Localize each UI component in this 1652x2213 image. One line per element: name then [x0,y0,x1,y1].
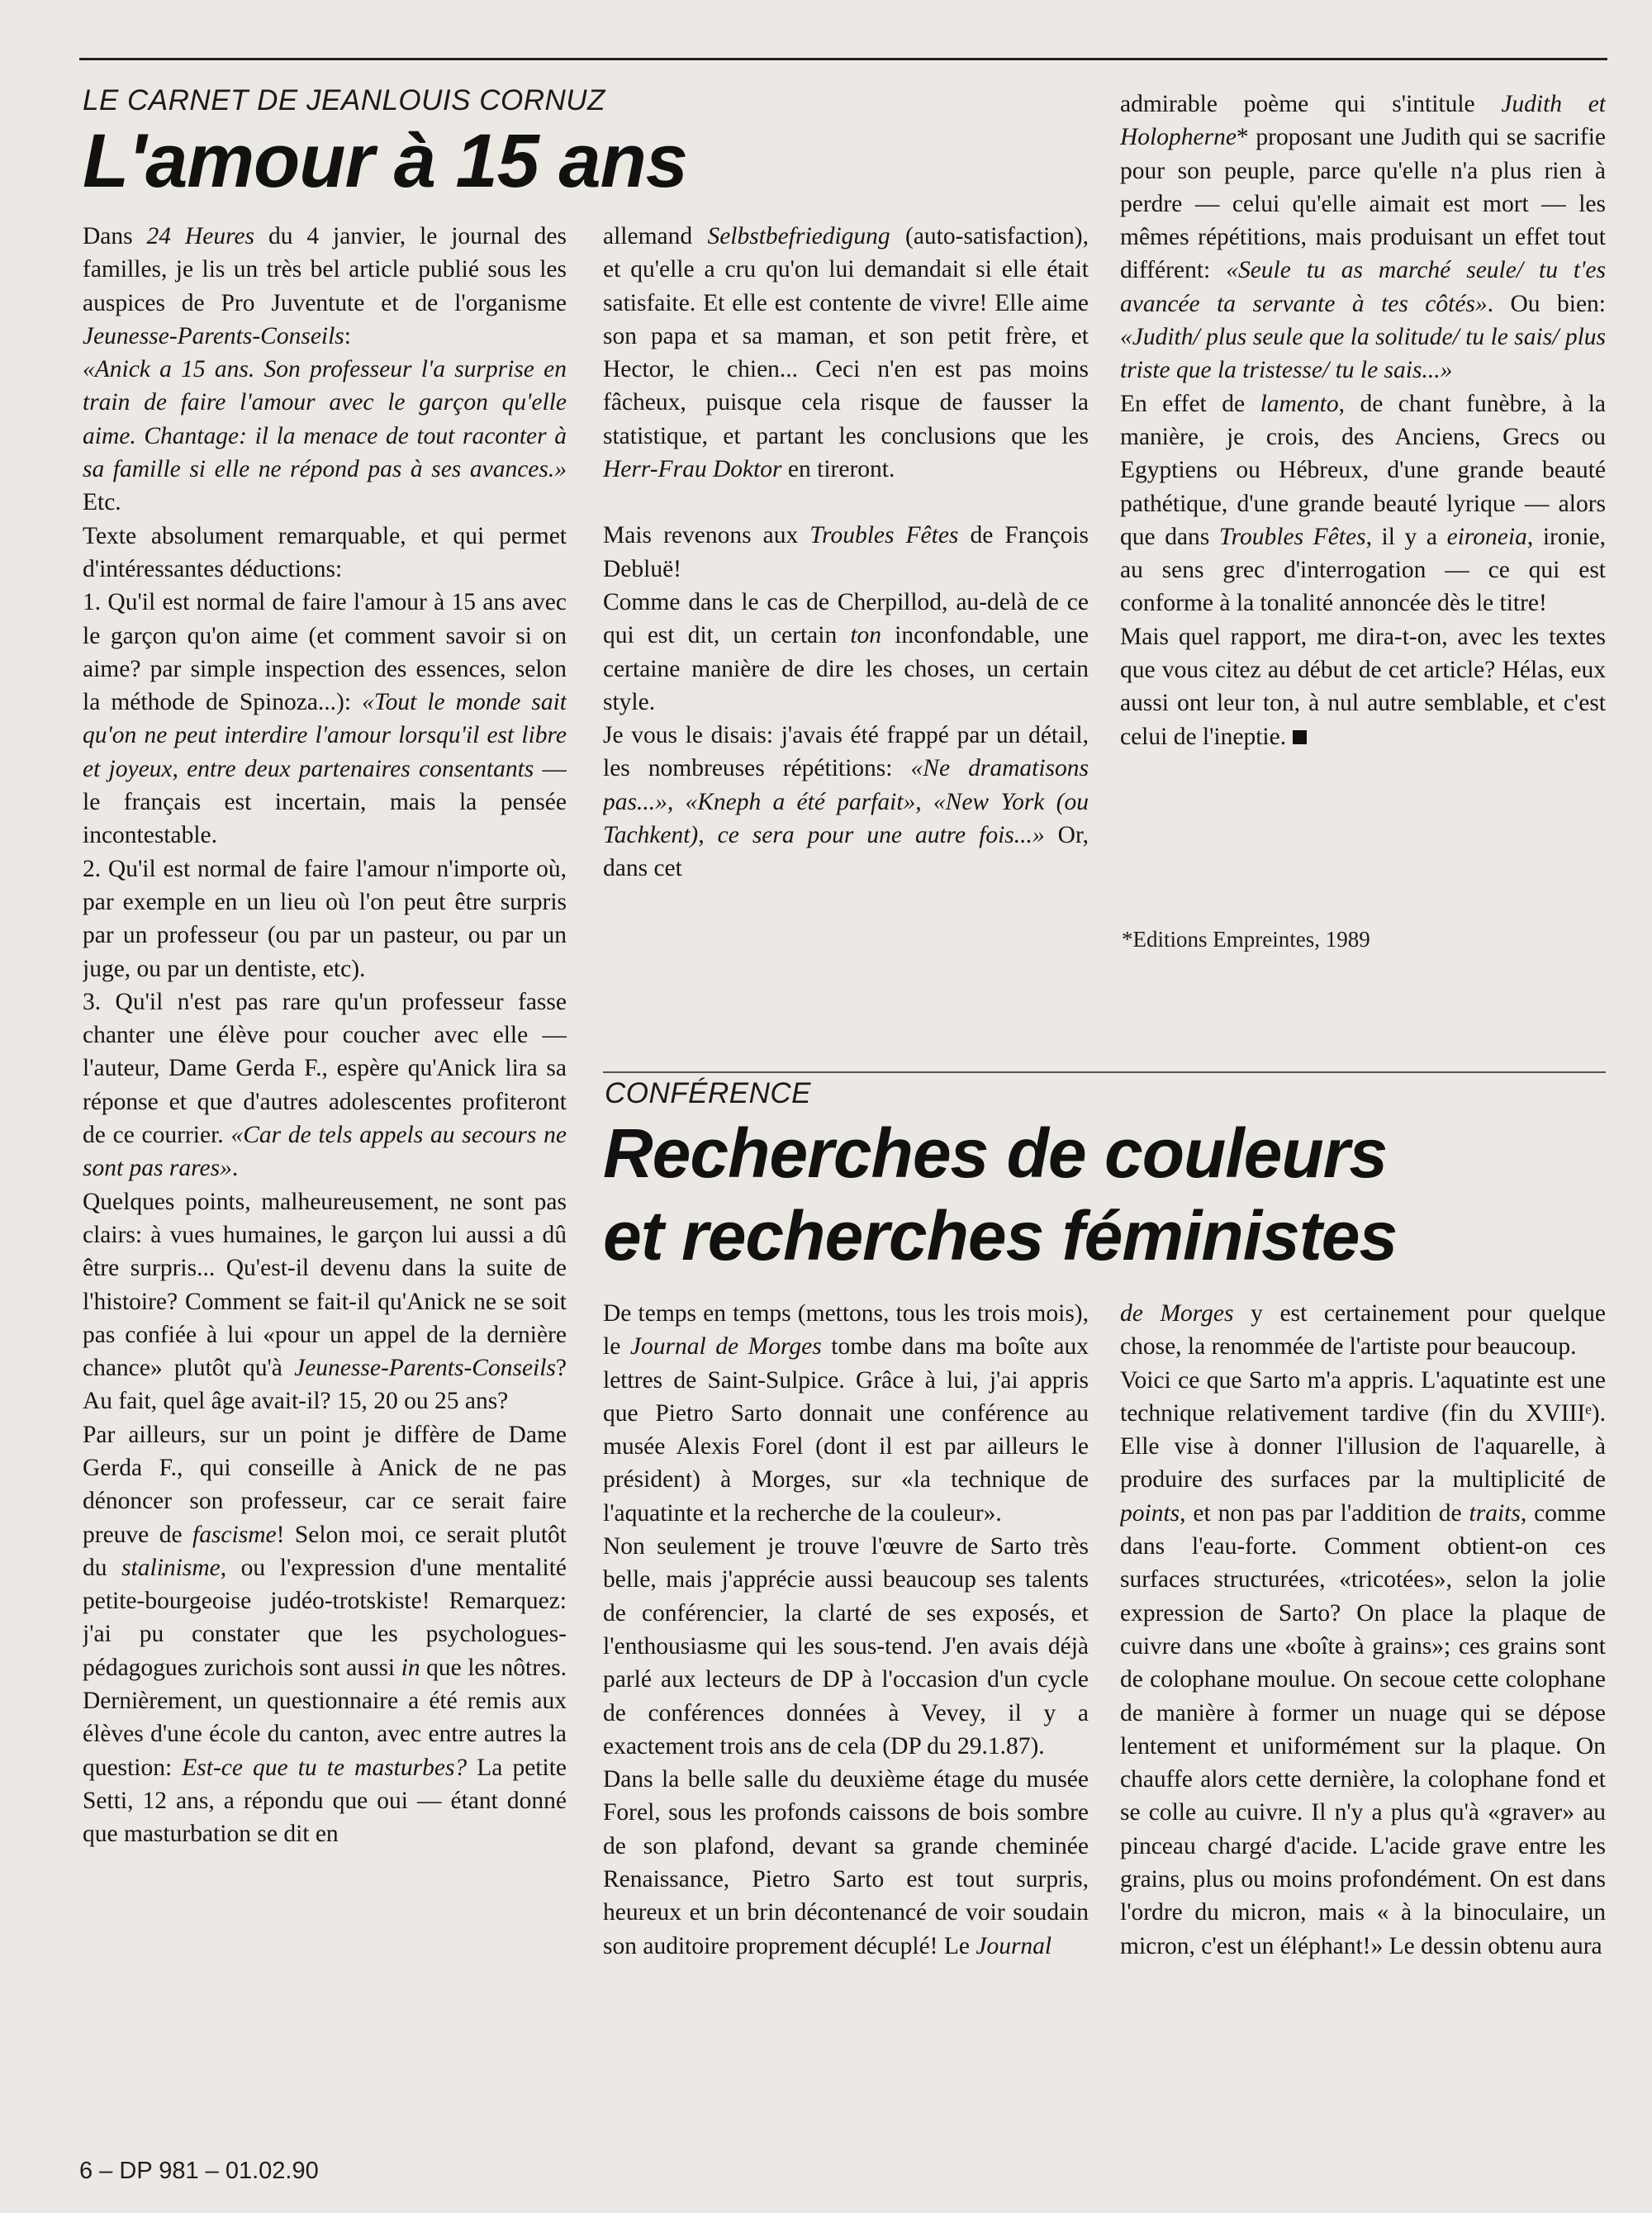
text-run: Non seulement je trouve l'œuvre de Sarto très belle, mais j'apprécie aussi beaucoup ses talents de conférencier, la clarté de ses exposés, et l'enthousiasme qui les sous-tend. J'en avais déjà parlé aux lecteurs de DP à l'occasion d'un cycle de conférences données à Vevey, il y a exactement trois ans de cela (DP du 29.1.87). [603,1533,1089,1759]
text-run: en tireront. [781,456,895,483]
article2-column-1 [603,1297,1089,2139]
article2-kicker: CONFÉRENCE [605,1077,812,1109]
text-run: , ou l'expression d'une mentalité petite-bourgeoise judéo-trotskiste! Remarquez: j'ai pu constater que les psychologues-pédagogues zurichois sont aussi [83,1554,567,1681]
italic-run: stalinisme [121,1554,221,1581]
italic-run: Est-ce que tu te masturbes? [182,1754,468,1781]
paragraph [83,852,567,985]
paragraph [1120,387,1606,620]
italic-run: «Tout le monde sait qu'on ne peut interdire l'amour lorsqu'il est libre et joyeux, entre deux partenaires consentants [83,689,567,782]
text-run: (auto-satisfaction), et qu'elle a cru qu'on lui demandait si elle était satisfaite. Et elle est contente de vivre! Elle aime son papa et sa maman, et son petit frère, et Hector, le chien... Ceci n'en est pas moins fâcheux, puisque cela risque de fausser la statistique, et partant les conclusions que les [603,223,1089,449]
text-run: du 4 janvier, le journal des familles, je lis un très bel article publié sous les auspices de Pro Juventute et de l'organisme [83,223,567,316]
paragraph [603,586,1089,719]
italic-run: traits [1469,1499,1521,1527]
text-run: Je vous le disais: j'avais été frappé par un détail, les nombreuses répétitions: [603,722,1089,782]
italic-run: «Seule tu as marché seule/ tu t'es avancée ta servante à tes côtés» [1120,257,1606,317]
section-divider [603,1071,1606,1073]
text-run: admirable poème qui s'intitule [1120,91,1502,117]
text-run: , comme dans l'eau-forte. Comment obtient-on ces surfaces structurées, «tricotées», selon la jolie expression de Sarto? On place la plaque de cuivre dans une «boîte à grains»; ces grains sont de colophane moulue. On secoue cette colophane de manière à former un nuage qui se dépose lentement et uniformément sur la plaque. On chauffe alors cette dernière, la colophane fond et se colle au cuivre. Il n'y a plus qu'à «graver» au pinceau chargé d'acide. L'acide grave entre les grains, plus ou moins profondément. On est dans l'ordre du micron, mais « à la binoculaire, un micron, c'est un éléphant!» Le dessin obtenu aura [1120,1499,1606,1959]
paragraph [603,719,1089,885]
italic-run: lamento [1260,390,1339,417]
italic-run: de Morges [1120,1300,1234,1327]
paragraph [83,1185,567,1418]
text-run: y est certainement pour quelque chose, la renommée de l'artiste pour beaucoup. [1120,1300,1606,1361]
italic-run: Journal de Morges [629,1333,822,1361]
paragraph [83,220,567,353]
paragraph [83,520,567,586]
text-run: La petite Setti, 12 ans, a répondu que oui — étant donné que masturbation se dit en [83,1754,567,1848]
italic-run: ton [850,622,882,649]
text-run: que les nôtres. Dernièrement, un questionnaire a été remis aux élèves d'une école du canton, avec entre autres la question: [83,1654,567,1781]
italic-run: Selbstbefriedigung [707,223,890,249]
article1-column-3 [1120,88,1606,897]
paragraph [1120,1364,1606,1963]
text-run: ? Au fait, quel âge avait-il? 15, 20 ou 25 ans? [83,1355,567,1415]
italic-run: «Car de tels appels au secours ne sont pas rares» [83,1122,567,1182]
text-run: de François Debluë! [603,522,1089,582]
text-run: , et non pas par l'addition de [1180,1499,1469,1527]
paragraph [83,1418,567,1851]
italic-run: Herr-Frau Doktor [603,456,782,483]
italic-run: Troubles Fêtes [809,522,959,549]
paragraph [1120,620,1606,753]
text-run: Comme dans le cas de Cherpillod, au-delà de ce qui est dit, un certain [603,588,1089,649]
paragraph [603,1763,1089,1963]
text-run: 1. Qu'il est normal de faire l'amour à 15 ans avec le garçon qu'on aime (et comment savoir si on aime? par simple inspection des essences, selon la méthode de Spinoza...): [83,589,567,716]
italic-run: in [401,1654,420,1681]
text-run: : [344,322,351,349]
text-run: . [231,1155,239,1182]
text-run: 2. Qu'il est normal de faire l'amour n'importe où, par exemple en un lieu où l'on peut être surpris par un professeur (ou par un pasteur, ou par un juge, ou par un dentiste, etc). [83,855,567,982]
italic-run: «Anick a 15 ans. Son professeur l'a surprise en train de faire l'amour avec le garçon qu'elle aime. Chantage: il la menace de tout raconter à sa famille si elle ne répond pas à ses avances.» [83,356,567,483]
text-run: Voici ce que Sarto m'a appris. L'aquatinte est une technique relativement tardive (fin du XVIIIᵉ). Elle vise à donner l'illusion de l'aquarelle, à produire des surfaces par la multiplicité de [1120,1366,1606,1494]
article2-title-line-2: et recherches féministes [603,1197,1398,1275]
text-run: Dans la belle salle du deuxième étage du musée Forel, sous les profonds caissons de bois sombre de son plafond, devant sa grande cheminée Renaissance, Pietro Sarto est tout surpris, heureux et un brin décontenancé de voir soudain son auditoire proprement décuplé! Le [603,1766,1089,1959]
top-rule [79,58,1607,60]
italic-run: Journal [976,1932,1052,1959]
paragraph [603,1530,1089,1763]
text-run: Dans [83,223,147,249]
italic-run: fascisme [192,1521,277,1548]
text-run: * proposant une Judith qui se sacrifie pour son peuple, parce qu'elle n'a plus rien à perdre — celui qu'elle aimait est mort — les mêmes répétitions, mais produisant un effet tout différent: [1120,124,1606,284]
paragraph [83,353,567,519]
text-run: Par ailleurs, sur un point je diffère de Dame Gerda F., qui conseille à Anick de ne pas dénoncer son professeur, car ce serait faire preuve de [83,1421,567,1548]
italic-run: Troubles Fêtes [1218,523,1366,550]
text-run: , ironie, au sens grec d'interrogation — ce qui est conforme à la tonalité annoncée dès le titre! [1120,523,1606,617]
italic-run: «Ne dramatisons pas...», «Kneph a été parfait», «New York (ou Tachkent), ce sera pour une autre fois...» [603,755,1089,849]
italic-run: 24 Heures [146,223,255,249]
text-run: — le français est incertain, mais la pensée incontestable. [83,755,567,849]
italic-run: points [1120,1499,1180,1527]
article1-kicker: LE CARNET DE JEANLOUIS CORNUZ [83,84,605,116]
text-run: , il y a [1365,523,1447,550]
text-run: inconfondable, une certaine manière de dire les choses, un certain style. [603,622,1089,715]
article2-title-line-1: Recherches de couleurs [603,1114,1388,1192]
text-run: Etc. [83,489,121,516]
text-run: Mais revenons aux [603,522,810,549]
text-run: Mais quel rapport, me dira-t-on, avec les textes que vous citez au début de cet article? Hélas, eux aussi ont leur ton, à nul autre semblable, et c'est celui de l'ineptie. [1120,623,1606,750]
italic-run: eironeia [1446,523,1527,550]
article1-column-1 [83,220,567,2136]
page-folio: 6 – DP 981 – 01.02.90 [79,2158,319,2184]
paragraph [83,985,567,1185]
text-run: Or, dans cet [603,822,1089,882]
text-run: . Ou bien: [1487,290,1606,317]
text-run: tombe dans ma boîte aux lettres de Saint-Sulpice. Grâce à lui, j'ai appris que Pietro Sarto donnait une conférence au musée Alexis Forel (dont il est par ailleurs le président) à Morges, sur «la technique de l'aquatinte et la recherche de la couleur». [603,1333,1089,1527]
italic-run: «Judith/ plus seule que la solitude/ tu le sais/ plus triste que la tristesse/ tu le sais...» [1120,324,1606,384]
text-run: Texte absolument remarquable, et qui permet d'intéressantes déductions: [83,522,567,582]
text-run: 3. Qu'il n'est pas rare qu'un professeur fasse chanter une élève pour coucher avec elle — l'auteur, Dame Gerda F., espère qu'Anick lira sa réponse et que d'autres adolescentes profiteront de ce courrier. [83,988,567,1149]
paragraph [1120,1297,1606,1364]
italic-run: Judith et Holopherne [1120,91,1606,151]
end-of-article-mark [1293,730,1307,744]
article1-title: L'amour à 15 ans [83,119,687,203]
text-run: allemand [603,223,708,249]
text-run: Quelques points, malheureusement, ne sont pas clairs: à vues humaines, le garçon lui aussi a dû être surpris... Qu'est-il devenu dans la suite de l'histoire? Comment se fait-il qu'Anick ne se soit pas confiée à lui «pour un appel de la dernière chance» plutôt qu'à [83,1188,567,1382]
paragraph [83,586,567,852]
paragraph [1120,88,1606,387]
paragraph [603,1297,1089,1530]
italic-run: Jeunesse-Parents-Conseils [83,322,344,349]
article1-footnote: *Editions Empreintes, 1989 [1122,927,1370,952]
article1-column-2 [603,220,1089,963]
text-run: En effet de [1120,390,1260,417]
paragraph [603,220,1089,486]
text-run: De temps en temps (mettons, tous les trois mois), le [603,1300,1089,1361]
italic-run: Jeunesse-Parents-Conseils [294,1355,556,1382]
article2-column-2 [1120,1297,1606,2139]
text-run: , de chant funèbre, à la manière, je crois, des Anciens, Grecs ou Egyptiens ou Hébreux, d'une grande beauté pathétique, d'une grande beauté lyrique — alors que dans [1120,390,1606,550]
paragraph [603,519,1089,586]
text-run: ! Selon moi, ce serait plutôt du [83,1521,567,1581]
